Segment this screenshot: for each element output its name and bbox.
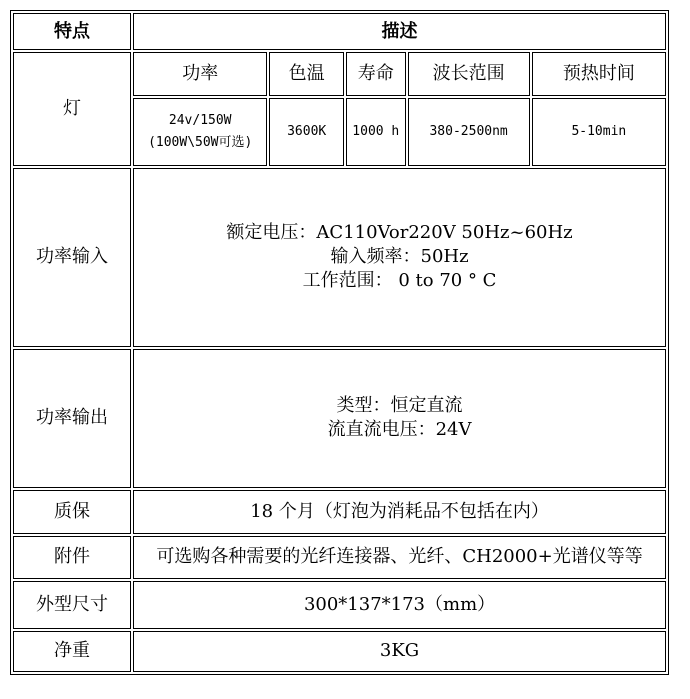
warranty-value: 18 个月（灯泡为消耗品不包括在内） [133,490,666,533]
power-input-row [13,168,666,347]
lamp-columns-row [13,52,666,95]
lamp-col-warmup: 预热时间 [532,52,666,95]
net-weight-label: 净重 [13,631,131,672]
power-input-line3: 工作范围： 0 to 70 ° C [302,270,497,292]
lamp-power-line1: 24v/150W [168,112,232,128]
lamp-col-power: 功率 [133,52,267,95]
accessories-value: 可选购各种需要的光纤连接器、光纤、CH2000+光谱仪等等 [133,536,666,579]
power-input-line2: 输入频率：50Hz [330,246,469,268]
lamp-col-lifetime: 寿命 [346,52,406,95]
warranty-row [13,490,666,533]
lamp-col-color-temp: 色温 [269,52,344,95]
lamp-power-value [133,98,267,166]
accessories-label: 附件 [13,536,131,579]
power-input-line1: 额定电压：AC110Vor220V 50Hz~60Hz [226,222,573,244]
power-output-label: 功率输出 [13,349,131,489]
dimensions-value: 300*137*173（mm） [133,581,666,629]
dimensions-row [13,581,666,629]
warranty-label: 质保 [13,490,131,533]
lamp-color-temp-value: 3600K [269,98,344,166]
lamp-lifetime-value: 1000 h [346,98,406,166]
lamp-col-wavelength: 波长范围 [408,52,530,95]
header-feature: 特点 [13,13,131,50]
dimensions-label: 外型尺寸 [13,581,131,629]
spec-table [10,10,669,675]
lamp-label: 灯 [13,52,131,166]
lamp-warmup-value: 5-10min [532,98,666,166]
power-input-label: 功率输入 [13,168,131,347]
net-weight-value: 3KG [133,631,666,672]
power-output-line2: 流直流电压：24V [327,419,472,441]
power-output-value [133,349,666,489]
lamp-wavelength-value: 380-2500nm [408,98,530,166]
header-description: 描述 [133,13,666,50]
accessories-row [13,536,666,579]
power-output-row [13,349,666,489]
net-weight-row [13,631,666,672]
header-row [13,13,666,50]
power-input-value [133,168,666,347]
lamp-power-line2: (100W\50W可选) [148,134,253,150]
power-output-line1: 类型：恒定直流 [336,395,463,417]
